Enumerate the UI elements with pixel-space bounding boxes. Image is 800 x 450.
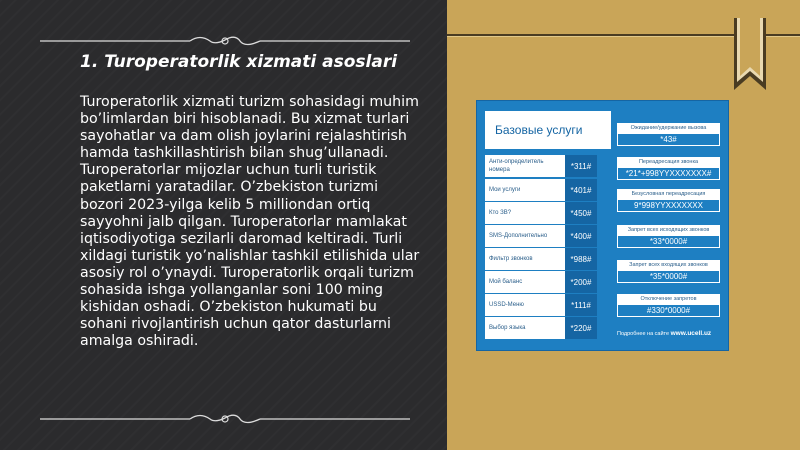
code-box bbox=[617, 123, 720, 146]
service-code: *111# bbox=[565, 294, 597, 316]
code-box bbox=[617, 260, 720, 283]
top-ornament-divider bbox=[40, 34, 410, 48]
code-label: Запрет всех исходящих звонков bbox=[617, 225, 720, 235]
image-title: Базовые услуги bbox=[485, 111, 611, 149]
service-name: Кто ЗВ? bbox=[485, 202, 565, 224]
service-code: *200# bbox=[565, 271, 597, 293]
code-label: Переадресация звонка bbox=[617, 157, 720, 167]
service-name: Мои услуги bbox=[485, 179, 565, 201]
service-code: *400# bbox=[565, 225, 597, 247]
code-value: *33*0000# bbox=[617, 235, 720, 248]
service-name: SMS-Дополнительно bbox=[485, 225, 565, 247]
service-row bbox=[485, 271, 597, 293]
service-name: USSD-Меню bbox=[485, 294, 565, 316]
slide-title: 1. Turoperatorlik xizmati asoslari bbox=[80, 52, 398, 72]
code-label: Ожидание/удержание вызова bbox=[617, 123, 720, 133]
service-row bbox=[485, 317, 597, 339]
code-label: Отключение запретов bbox=[617, 294, 720, 304]
service-row bbox=[485, 202, 597, 224]
code-value: *35*0000# bbox=[617, 270, 720, 283]
footer-label: Подробнее на сайте bbox=[617, 331, 670, 337]
code-value: *21*+998YYXXXXXXX# bbox=[617, 167, 720, 180]
code-value: *43# bbox=[617, 133, 720, 146]
service-name: Мой баланс bbox=[485, 271, 565, 293]
service-row bbox=[485, 294, 597, 316]
service-row bbox=[485, 225, 597, 247]
bookmark-ribbon-icon bbox=[730, 18, 770, 92]
service-row bbox=[485, 248, 597, 270]
code-label: Запрет всех входящих звонков bbox=[617, 260, 720, 270]
code-box bbox=[617, 157, 720, 180]
service-name: Фильтр звонков bbox=[485, 248, 565, 270]
service-name: Выбор языка bbox=[485, 317, 565, 339]
service-name: Анти-определитель номера bbox=[485, 155, 565, 177]
code-box bbox=[617, 225, 720, 248]
code-box bbox=[617, 294, 720, 317]
service-row bbox=[485, 155, 597, 177]
bottom-ornament-divider bbox=[40, 412, 410, 426]
service-code: *450# bbox=[565, 202, 597, 224]
slide-body-text: Turoperatorlik xizmati turizm sohasidagi muhim bo’limlardan biri hisoblanadi. Bu xizmat turlari sayohatlar va dam olish joylarini rejalashtirish hamda tashkillashtirish bilan shug’ullanadi. Turoperatorlar mijozlar uchun turli turistik paketlarni yaratadilar. O’zbekiston turizmi bozori 2023-yilga kelib 5 milliondan ortiq sayyohni jalb qilgan. Turoperatorlar mamlakat iqtisodiyotiga sezilarli daromad keltiradi. Turli xildagi turistik yo’nalishlar tashkil etilishida ular asosiy rol o’ynaydi. Turoperatorlik orqali turizm sohasida ishga yollanganlar soni 100 ming kishidan oshadi. O’zbekiston hukumati bu sohani rivojlantirish uchun qator dasturlarni amalga oshiradi. bbox=[80, 94, 420, 350]
service-code: *988# bbox=[565, 248, 597, 270]
code-label: Безусловная переадресация bbox=[617, 189, 720, 199]
service-code: *401# bbox=[565, 179, 597, 201]
ussd-services-image bbox=[476, 100, 729, 351]
image-footer bbox=[617, 330, 723, 337]
footer-site: www.ucell.uz bbox=[670, 330, 712, 337]
service-row bbox=[485, 179, 597, 201]
code-value: #330*0000# bbox=[617, 304, 720, 317]
service-code: *311# bbox=[565, 155, 597, 177]
service-code: *220# bbox=[565, 317, 597, 339]
code-box bbox=[617, 189, 720, 212]
code-value: 9*998YYXXXXXXX bbox=[617, 199, 720, 212]
